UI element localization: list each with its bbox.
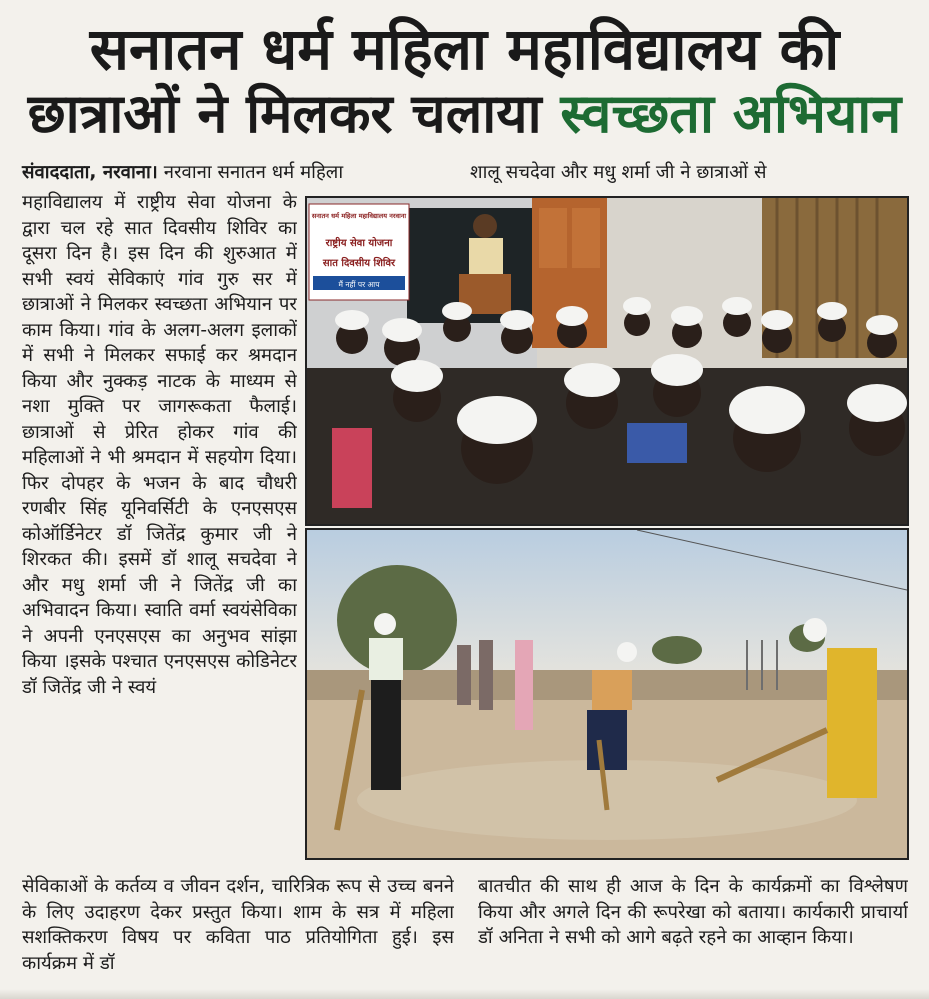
photo-classroom-session (305, 196, 909, 526)
headline-line-2-green: स्वच्छता अभियान (560, 81, 902, 145)
banner-line-3: सात दिवसीय शिविर (322, 258, 396, 269)
banner-line-1: सनातन धर्म महिला महाविद्यालय नरवाना (311, 212, 407, 220)
article-right-top: शालू सचदेवा और मधु शर्मा जी ने छात्राओं से (470, 162, 767, 183)
page-bottom-edge (0, 989, 929, 999)
headline-line-1: सनातन धर्म महिला महाविद्यालय की (89, 15, 840, 83)
article-intro: नरवाना सनातन धर्म महिला (157, 162, 344, 183)
classroom-photo-art (307, 198, 907, 524)
photo-cleanliness-drive (305, 528, 909, 860)
article-dateline: संवाददाता, नरवाना। (22, 162, 158, 183)
headline (0, 15, 929, 145)
article-left-bottom: सेविकाओं के कर्तव्य व जीवन दर्शन, चारित्रिक रूप से उच्च बनने के लिए उदाहरण देकर प्रस्तुत किया। शाम के सत्र में महिला सशक्तिकरण विषय पर कविता पाठ प्रतियोगिता हुई। इस कार्यक्रम में डॉ (22, 876, 454, 974)
article-left-column: महाविद्यालय में राष्ट्रीय सेवा योजना के द्वारा चल रहे सात दिवसीय शिविर का दूसरा दिन है। इस दिन की शुरुआत में सभी स्वयं सेविकाएं गांव गुरु सर में छात्राओं ने मिलकर स्वच्छता अभियान पर काम किया। गांव के अलग-अलग इलाकों में सभी ने मिलकर सफाई कर श्रमदान किया और नुक्कड़ नाटक के माध्यम से नशा मुक्ति पर जागरूकता फैलाई।छात्राओं से प्रेरित होकर गांव की महिलाओं ने भी श्रमदान में सहयोग दिया। फिर दोपहर के भजन के बाद चौधरी रणबीर सिंह यूनिवर्सिटी के एनएसएस कोऑर्डिनेटर डॉ जितेंद्र कुमार जी ने शिरकत की। इसमें डॉ शालू सचदेवा ने और मधु शर्मा जी ने जितेंद्र जी का अभिवादन किया। स्वाति वर्मा स्वयंसेविका ने अपनी एनएसएस का अनुभव सांझा किया ।इसके पश्चात एनएसएस कोडिनेटर डॉ जितेंद्र जी ने स्वयं (22, 192, 297, 698)
article-lead (22, 160, 454, 186)
banner-line-4: मैं नहीं पर आप (338, 280, 380, 289)
headline-line-2 (0, 81, 929, 145)
headline-line-2-dark: छात्राओं ने मिलकर चलाया (27, 81, 542, 145)
banner-line-2: राष्ट्रीय सेवा योजना (325, 238, 393, 249)
article-right-bottom: बातचीत की साथ ही आज के दिन के कार्यक्रमों का विश्लेषण किया और अगले दिन की रूपरेखा को बताया। कार्यकारी प्राचार्या डॉ अनिता ने सभी को आगे बढ़ते रहने का आव्हान किया। (478, 876, 908, 948)
cleaning-photo-art (307, 530, 907, 858)
